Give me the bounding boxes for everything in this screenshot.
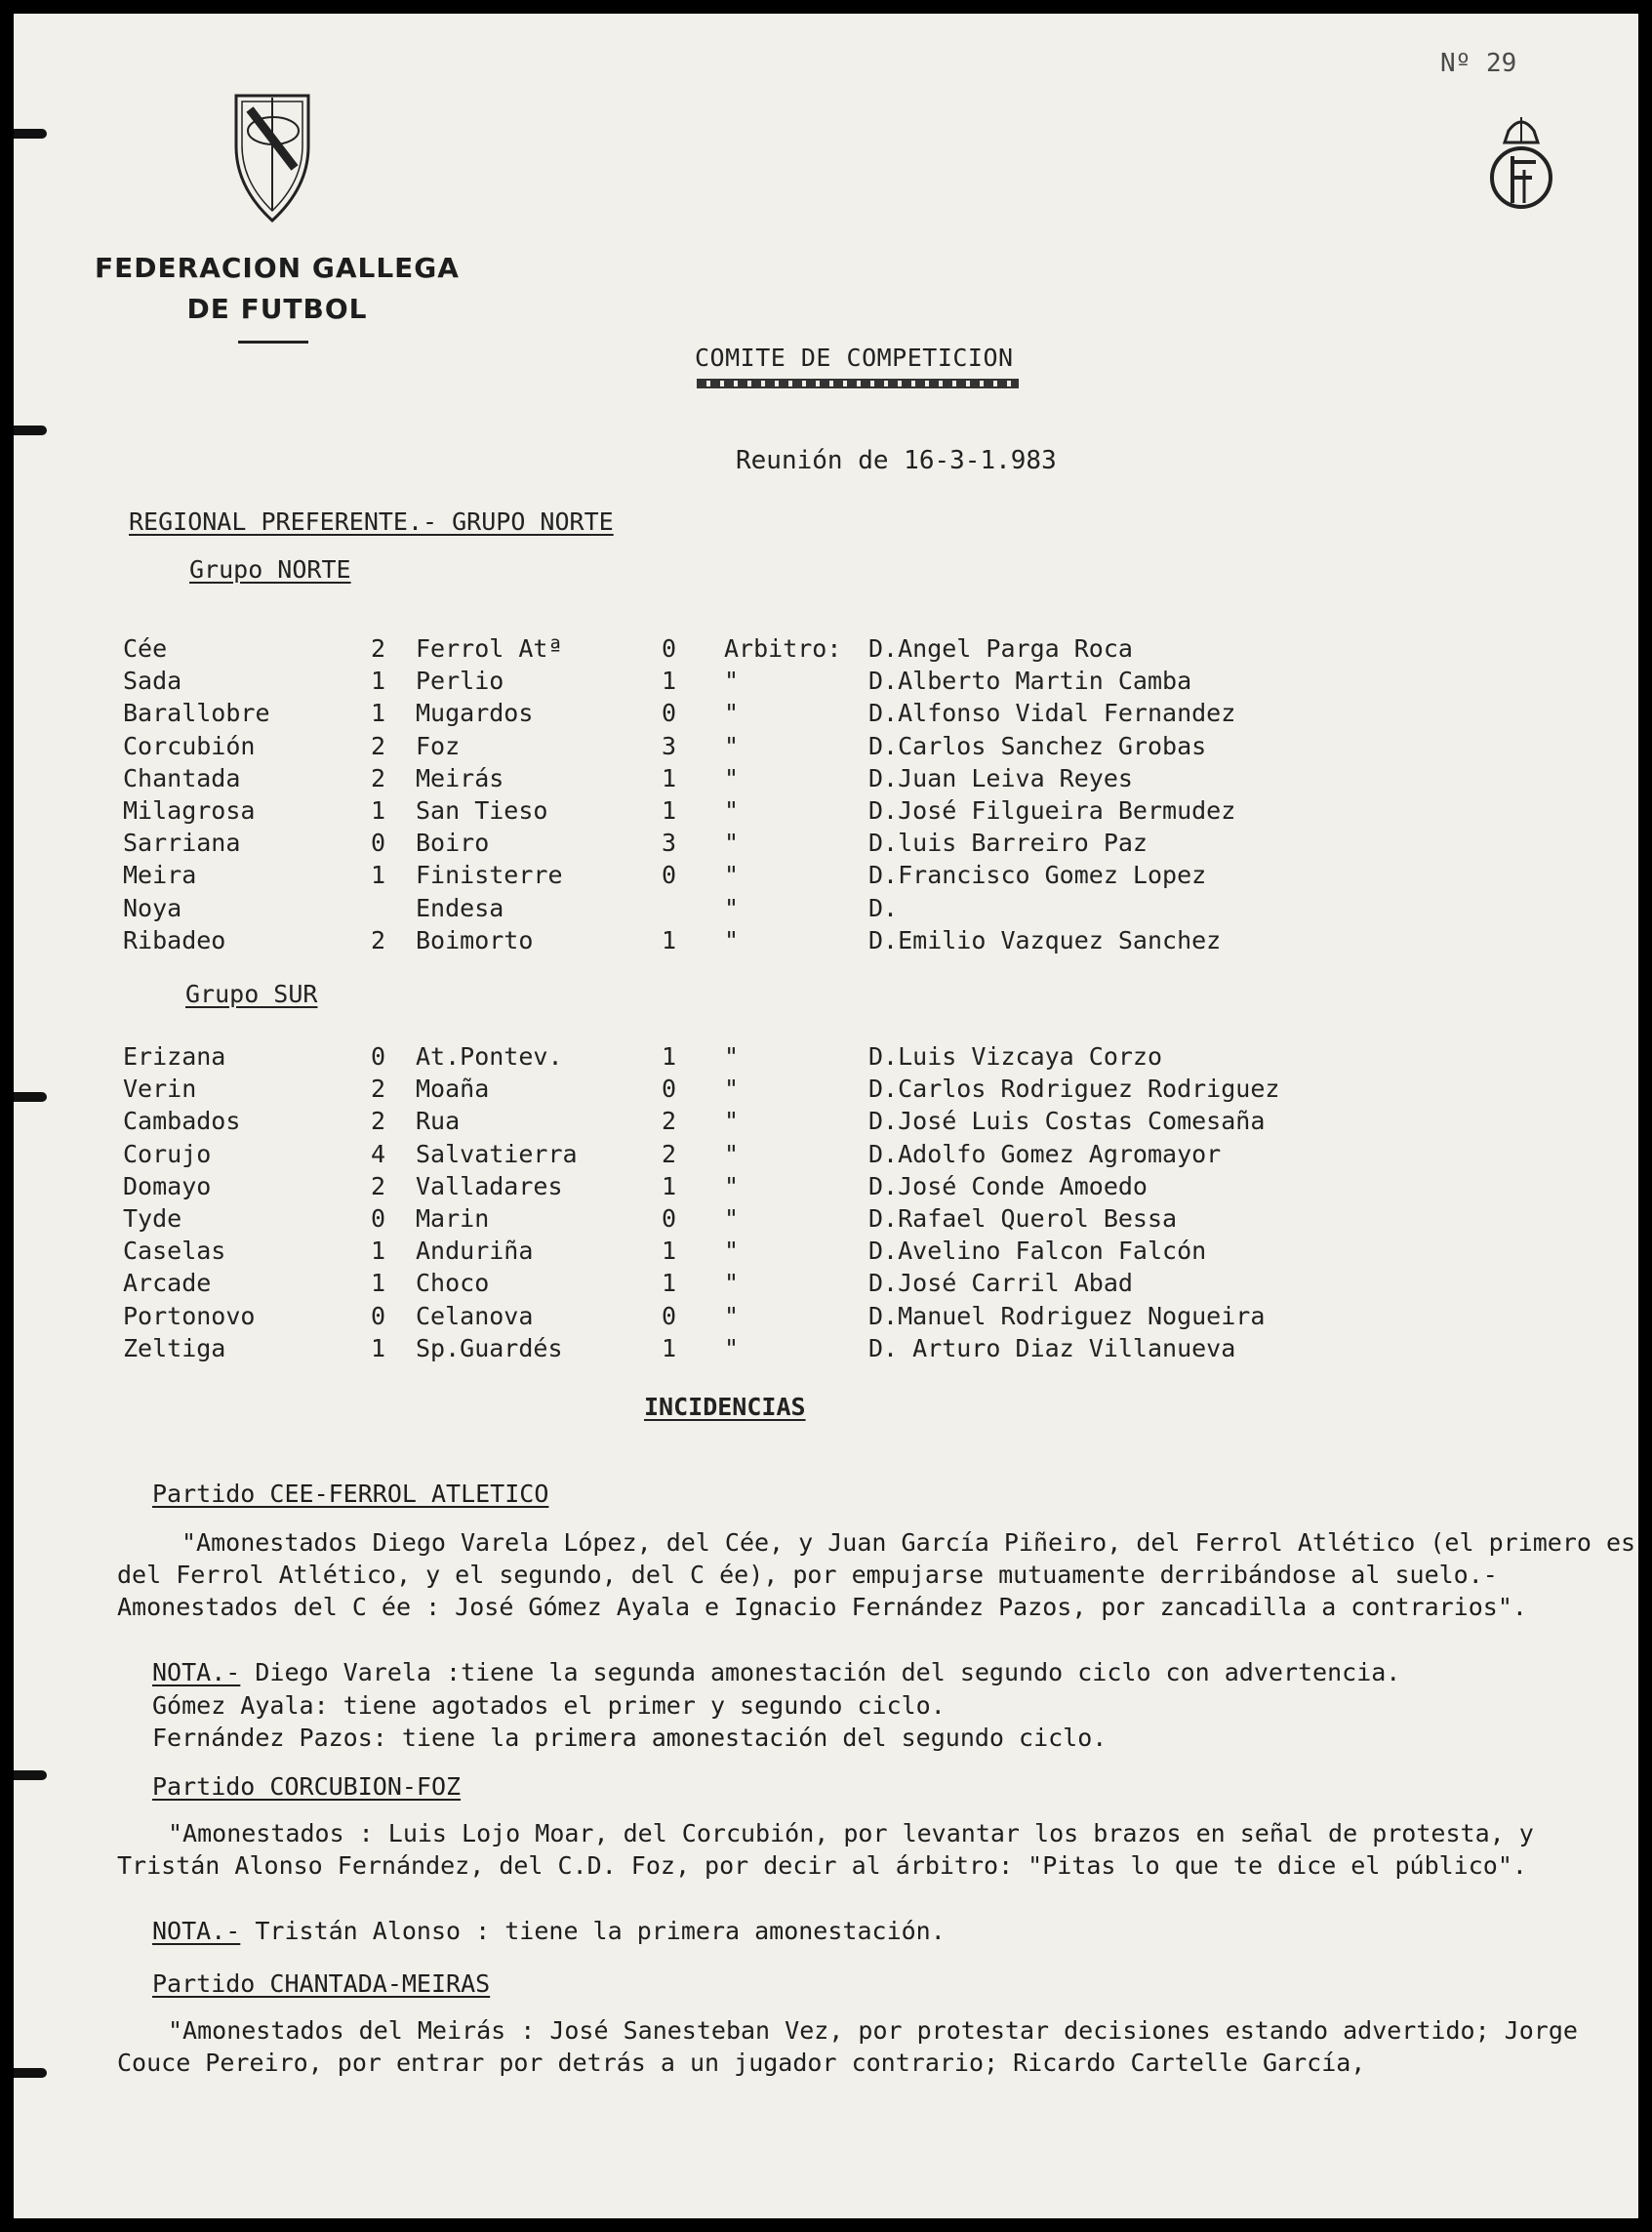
partido-1-nota-3: Fernández Pazos: tiene la primera amonestación del segundo ciclo. <box>152 1724 1108 1752</box>
partido-1-nota-2: Gómez Ayala: tiene agotados el primer y segundo ciclo. <box>152 1691 946 1720</box>
away-goals: 1 <box>662 1269 677 1298</box>
away-team: Foz <box>416 731 461 760</box>
incidencias-title: INCIDENCIAS <box>644 1393 806 1421</box>
away-goals: 0 <box>662 634 677 663</box>
referee-name: D.Alberto Martin Camba <box>868 667 1192 696</box>
referee-name: D. Arturo Diaz Villanueva <box>868 1333 1236 1362</box>
referee-name: D.José Carril Abad <box>868 1269 1133 1298</box>
home-team: Tyde <box>123 1204 182 1233</box>
referee-name: D.luis Barreiro Paz <box>868 829 1148 858</box>
referee-label: " <box>724 667 740 696</box>
away-team: Rua <box>416 1107 461 1136</box>
away-team: Sp.Guardés <box>416 1333 563 1362</box>
home-team: Noya <box>123 893 182 922</box>
home-goals: 0 <box>371 1301 386 1330</box>
referee-name: D.Manuel Rodriguez Nogueira <box>868 1301 1266 1330</box>
referee-label: " <box>724 1237 740 1266</box>
referee-name: D.Juan Leiva Reyes <box>868 763 1133 792</box>
binder-hole <box>14 129 47 139</box>
away-team: Moaña <box>416 1075 490 1104</box>
match-row <box>14 861 1638 893</box>
referee-name: D.José Conde Amoedo <box>868 1171 1148 1200</box>
partido-1-title: Partido CEE-FERROL ATLETICO <box>152 1480 549 1508</box>
away-team: Valladares <box>416 1171 563 1200</box>
away-team: Ferrol Atª <box>416 634 563 663</box>
home-goals: 2 <box>371 1075 386 1104</box>
away-team: Perlio <box>416 667 504 696</box>
partido-3-title: Partido CHANTADA-MEIRAS <box>152 1969 491 1998</box>
away-team: Anduriña <box>416 1237 534 1266</box>
binder-hole <box>14 2068 47 2078</box>
away-goals: 1 <box>662 667 677 696</box>
home-goals: 1 <box>371 1269 386 1298</box>
away-goals: 1 <box>662 796 677 825</box>
federation-shield-logo <box>228 90 316 226</box>
home-goals: 2 <box>371 925 386 954</box>
referee-name: D. <box>868 893 899 922</box>
referee-label: " <box>724 861 740 890</box>
home-team: Zeltiga <box>123 1333 226 1362</box>
referee-label: " <box>724 1301 740 1330</box>
home-team: Portonovo <box>123 1301 256 1330</box>
match-row <box>14 1204 1638 1237</box>
away-goals: 1 <box>662 763 677 792</box>
home-goals: 2 <box>371 763 386 792</box>
away-goals: 1 <box>662 1171 677 1200</box>
referee-name: D.Avelino Falcon Falcón <box>868 1237 1207 1266</box>
referee-name: D.Adolfo Gomez Agromayor <box>868 1139 1222 1168</box>
away-team: Boimorto <box>416 925 534 954</box>
group-sur-title: Grupo SUR <box>185 980 318 1008</box>
away-goals: 2 <box>662 1139 677 1168</box>
nota-label: NOTA.- <box>152 1658 241 1686</box>
home-goals: 1 <box>371 796 386 825</box>
home-team: Cée <box>123 634 168 663</box>
away-team: Boiro <box>416 829 490 858</box>
home-goals: 0 <box>371 1042 386 1071</box>
referee-label: " <box>724 699 740 728</box>
home-team: Ribadeo <box>123 925 226 954</box>
home-goals: 2 <box>371 731 386 760</box>
home-goals: 2 <box>371 634 386 663</box>
match-row <box>14 796 1638 829</box>
referee-label: " <box>724 1042 740 1071</box>
home-team: Corujo <box>123 1139 212 1168</box>
away-team: Marin <box>416 1204 490 1233</box>
referee-name: D.José Filgueira Bermudez <box>868 796 1236 825</box>
home-team: Erizana <box>123 1042 226 1071</box>
home-team: Milagrosa <box>123 796 256 825</box>
away-goals: 3 <box>662 731 677 760</box>
home-goals: 2 <box>371 1171 386 1200</box>
home-team: Sarriana <box>123 829 241 858</box>
home-goals: 0 <box>371 829 386 858</box>
rfef-crest-logo <box>1487 113 1555 221</box>
referee-label: " <box>724 1204 740 1233</box>
match-row <box>14 667 1638 699</box>
away-team: At.Pontev. <box>416 1042 563 1071</box>
away-goals: 3 <box>662 829 677 858</box>
match-row <box>14 1140 1638 1172</box>
referee-label: " <box>724 829 740 858</box>
away-goals: 0 <box>662 861 677 890</box>
home-team: Cambados <box>123 1107 241 1136</box>
referee-label: " <box>724 1107 740 1136</box>
referee-label: " <box>724 1269 740 1298</box>
document-page <box>14 14 1638 2218</box>
home-team: Sada <box>123 667 182 696</box>
match-row <box>14 1334 1638 1366</box>
away-team: Salvatierra <box>416 1139 578 1168</box>
home-goals: 1 <box>371 1333 386 1362</box>
home-goals: 1 <box>371 861 386 890</box>
match-row <box>14 1042 1638 1075</box>
away-team: Finisterre <box>416 861 563 890</box>
home-goals: 1 <box>371 667 386 696</box>
home-team: Barallobre <box>123 699 270 728</box>
match-row <box>14 1269 1638 1301</box>
match-row <box>14 894 1638 926</box>
referee-name: D.Francisco Gomez Lopez <box>868 861 1207 890</box>
home-team: Corcubión <box>123 731 256 760</box>
away-goals: 1 <box>662 1042 677 1071</box>
home-goals: 2 <box>371 1107 386 1136</box>
group-norte-title: Grupo NORTE <box>189 555 351 584</box>
referee-label: " <box>724 925 740 954</box>
away-goals: 1 <box>662 925 677 954</box>
match-row <box>14 699 1638 731</box>
federation-line-2: DE FUTBOL <box>186 293 368 325</box>
referee-name: D.Luis Vizcaya Corzo <box>868 1042 1163 1071</box>
partido-2-text: "Amonestados : Luis Lojo Moar, del Corcubión, por levantar los brazos en señal de protesta, y Tristán Alonso Fernández, del C.D. Foz, por decir al árbitro: "Pitas lo que te dice el público". <box>117 1819 1534 1880</box>
away-goals: 0 <box>662 699 677 728</box>
meeting-date: Reunión de 16-3-1.983 <box>736 446 1057 475</box>
section-title: REGIONAL PREFERENTE.- GRUPO NORTE <box>129 507 614 536</box>
home-team: Meira <box>123 861 197 890</box>
referee-name: D.Angel Parga Roca <box>868 634 1133 663</box>
away-goals: 1 <box>662 1237 677 1266</box>
away-goals: 0 <box>662 1075 677 1104</box>
referee-label: " <box>724 763 740 792</box>
match-row <box>14 1172 1638 1204</box>
referee-label: " <box>724 1075 740 1104</box>
match-row <box>14 1075 1638 1107</box>
partido-2-title: Partido CORCUBION-FOZ <box>152 1772 462 1801</box>
away-goals: 0 <box>662 1301 677 1330</box>
match-row <box>14 634 1638 667</box>
home-goals: 1 <box>371 1237 386 1266</box>
away-team: Mugardos <box>416 699 534 728</box>
partido-1-text: "Amonestados Diego Varela López, del Cée, y Juan García Piñeiro, del Ferrol Atlético (el primero es del Ferrol Atlético, y el segundo, del C ée), por empujarse mutuamente derribándose al suelo.- Amonestados del C ée : José Gómez Ayala e Ignacio Fernández Pazos, por zancadilla a contrarios". <box>117 1528 1636 1621</box>
away-team: Meirás <box>416 763 504 792</box>
away-goals: 2 <box>662 1107 677 1136</box>
referee-name: D.José Luis Costas Comesaña <box>868 1107 1266 1136</box>
match-row <box>14 1302 1638 1334</box>
committee-title: COMITE DE COMPETICION <box>695 344 1014 372</box>
match-row <box>14 732 1638 764</box>
binder-hole <box>14 1770 47 1780</box>
referee-name: D.Alfonso Vidal Fernandez <box>868 699 1236 728</box>
referee-name: D.Carlos Rodriguez Rodriguez <box>868 1075 1280 1104</box>
home-team: Arcade <box>123 1269 212 1298</box>
nota-text: Diego Varela :tiene la segunda amonestación del segundo ciclo con advertencia. <box>240 1658 1401 1686</box>
federation-name <box>72 248 482 330</box>
partido-1-nota-1 <box>152 1658 1400 1686</box>
away-team: Endesa <box>416 893 504 922</box>
nota-label: NOTA.- <box>152 1917 241 1945</box>
match-row <box>14 926 1638 958</box>
home-team: Domayo <box>123 1171 212 1200</box>
referee-label: " <box>724 1171 740 1200</box>
away-team: Choco <box>416 1269 490 1298</box>
home-goals: 0 <box>371 1204 386 1233</box>
referee-label: " <box>724 1139 740 1168</box>
home-team: Chantada <box>123 763 241 792</box>
away-team: San Tieso <box>416 796 548 825</box>
referee-name: D.Carlos Sanchez Grobas <box>868 731 1207 760</box>
home-team: Caselas <box>123 1237 226 1266</box>
home-goals: 4 <box>371 1139 386 1168</box>
referee-label: " <box>724 893 740 922</box>
partido-3-text: "Amonestados del Meirás : José Sanesteban Vez, por protestar decisiones estando advertido; Jorge Couce Pereiro, por entrar por detrás a un jugador contrario; Ricardo Cartelle García, <box>117 2016 1578 2077</box>
referee-label: " <box>724 796 740 825</box>
partido-2-nota <box>152 1917 946 1945</box>
referee-label: Arbitro: <box>724 634 842 663</box>
match-row <box>14 1107 1638 1139</box>
away-team: Celanova <box>416 1301 534 1330</box>
home-team: Verin <box>123 1075 197 1104</box>
committee-double-rule <box>697 379 1019 388</box>
federation-underline <box>238 341 308 344</box>
referee-label: " <box>724 1333 740 1362</box>
match-row <box>14 1237 1638 1269</box>
away-goals: 1 <box>662 1333 677 1362</box>
referee-label: " <box>724 731 740 760</box>
away-goals: 0 <box>662 1204 677 1233</box>
binder-hole <box>14 426 47 435</box>
referee-name: D.Emilio Vazquez Sanchez <box>868 925 1222 954</box>
federation-line-1: FEDERACION GALLEGA <box>95 252 460 284</box>
match-row <box>14 764 1638 796</box>
match-row <box>14 829 1638 861</box>
home-goals: 1 <box>371 699 386 728</box>
nota-text: Tristán Alonso : tiene la primera amonestación. <box>240 1917 946 1945</box>
referee-name: D.Rafael Querol Bessa <box>868 1204 1178 1233</box>
document-number: Nº 29 <box>1440 49 1517 78</box>
